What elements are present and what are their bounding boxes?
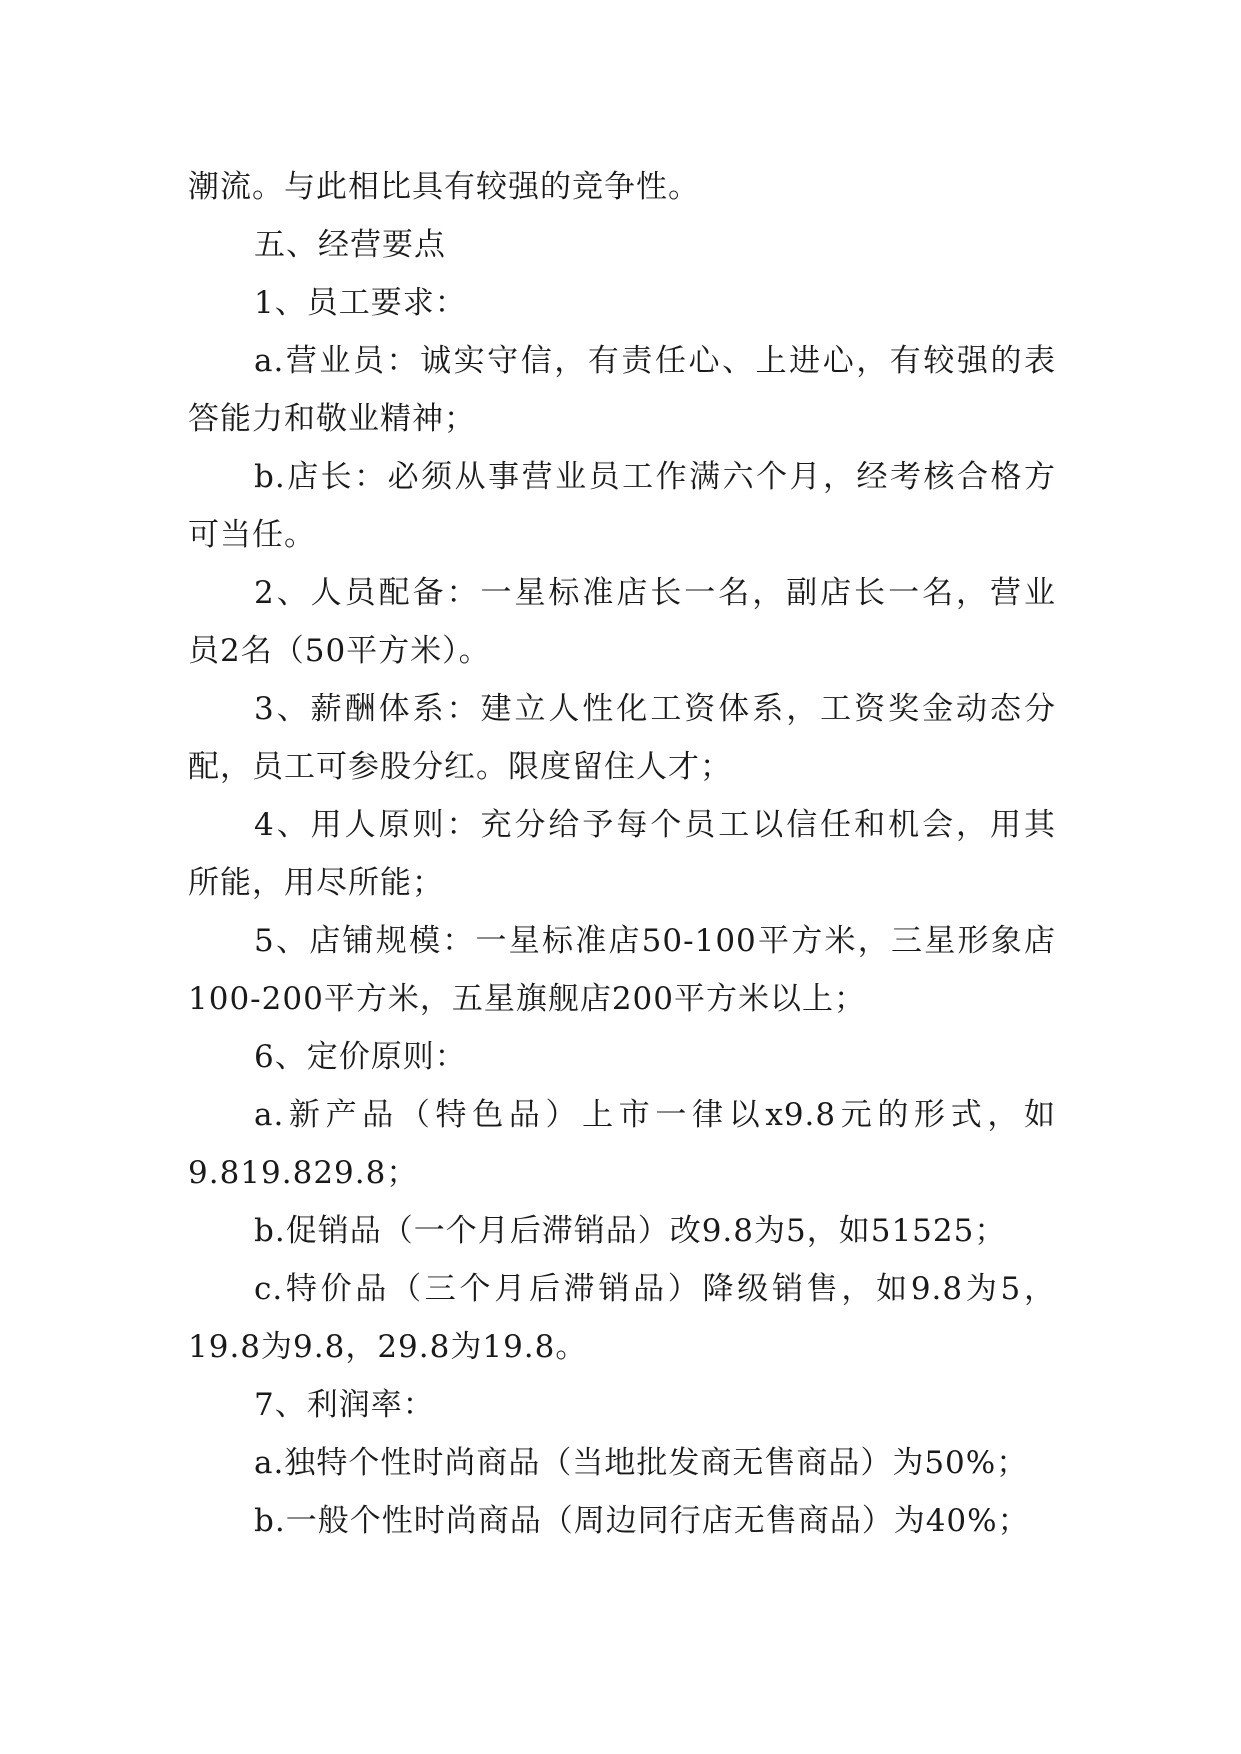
paragraph-line: 可当任。 <box>188 517 316 553</box>
paragraph-line: 2、人员配备：一星标准店长一名，副店长一名，营业 <box>254 575 1056 611</box>
paragraph-line: a.独特个性时尚商品（当地批发商无售商品）为50%； <box>254 1445 1029 1481</box>
paragraph-line: 9.819.829.8； <box>188 1155 419 1191</box>
paragraph-line: 员2名（50平方米）。 <box>188 633 491 669</box>
paragraph-line: 4、用人原则：充分给予每个员工以信任和机会，用其 <box>254 807 1056 843</box>
item-heading: 1、员工要求： <box>254 285 467 321</box>
section-heading: 五、经营要点 <box>254 227 446 263</box>
paragraph-line: 3、薪酬体系：建立人性化工资体系，工资奖金动态分 <box>254 691 1056 727</box>
paragraph-line: 答能力和敬业精神； <box>188 401 476 437</box>
document-body <box>188 158 1056 1550</box>
paragraph-line: 5、店铺规模：一星标准店50-100平方米，三星形象店 <box>254 923 1056 959</box>
paragraph-line: 19.8为9.8，29.8为19.8。 <box>188 1329 588 1365</box>
paragraph-line: b.店长：必须从事营业员工作满六个月，经考核合格方 <box>254 459 1056 495</box>
paragraph-line: a.新产品（特色品）上市一律以x9.8元的形式，如 <box>254 1097 1056 1133</box>
paragraph-line: a.营业员：诚实守信，有责任心、上进心，有较强的表 <box>254 343 1056 379</box>
paragraph-line: 潮流。与此相比具有较强的竞争性。 <box>188 169 700 205</box>
paragraph-line: 配，员工可参股分红。限度留住人才； <box>188 749 732 785</box>
paragraph-line: 100-200平方米，五星旗舰店200平方米以上； <box>188 981 866 1017</box>
paragraph-line: b.一般个性时尚商品（周边同行店无售商品）为40%； <box>254 1503 1030 1539</box>
item-heading: 6、定价原则： <box>254 1039 467 1075</box>
paragraph-line: c.特价品（三个月后滞销品）降级销售，如9.8为5， <box>254 1271 1056 1307</box>
paragraph-line: b.促销品（一个月后滞销品）改9.8为5，如51525； <box>254 1213 1007 1249</box>
paragraph-line: 所能，用尽所能； <box>188 865 444 901</box>
item-heading: 7、利润率： <box>254 1387 435 1423</box>
